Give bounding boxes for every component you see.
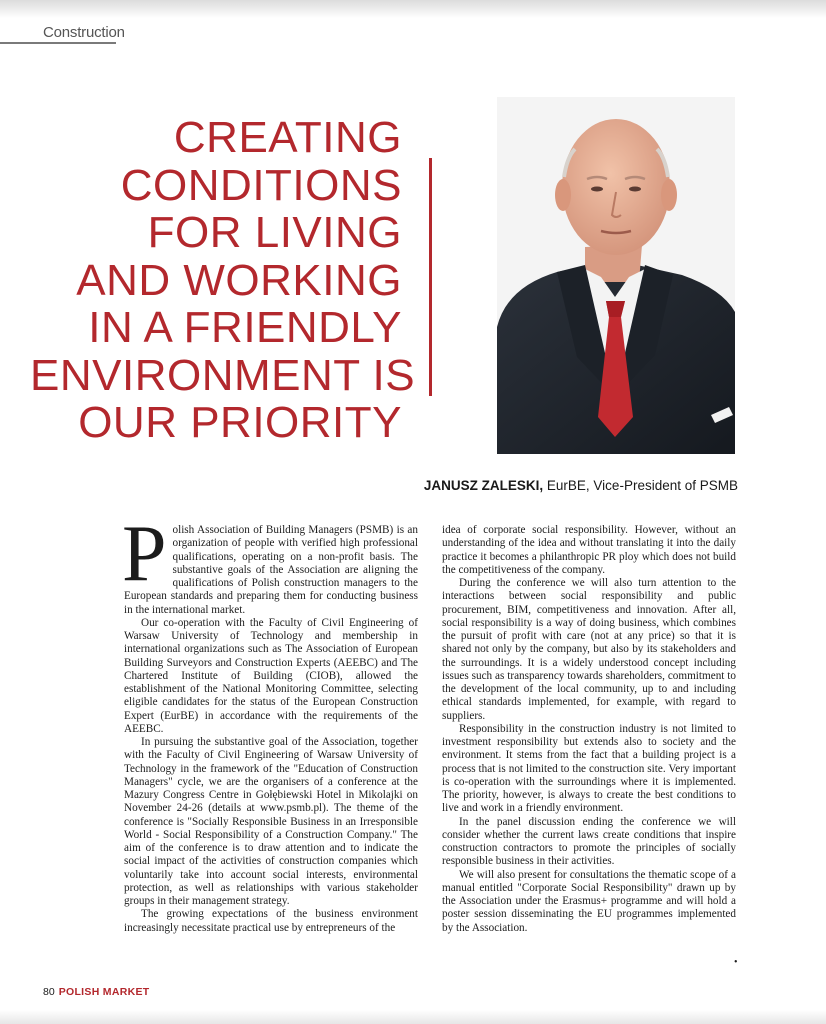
article-paragraph: In the panel discussion ending the conference we will consider whether the current laws create conditions that inspire construction contractors to promote the principles of socially responsible business in their activities. [442, 815, 736, 868]
scan-shadow-bottom [0, 1010, 826, 1024]
headline-line: CONDITIONS [120, 160, 402, 210]
end-mark: • [734, 957, 738, 968]
article-paragraph: Our co-operation with the Faculty of Civil Engineering of Warsaw University of Technology and membership in international organizations such as The Association of European Building Surveyors and Construction Experts (AEEBC) and The Chartered Institute of Building (CIOB), allowed the establishment of the National Monitoring Committee, selecting eligible candidates for the status of the European Construction Expert (EurBE) in accordance with the requirements of the AEEBC. [124, 616, 418, 735]
author-title: EurBE, Vice-President of PSMB [543, 478, 738, 493]
scan-shadow-top [0, 0, 826, 18]
article-paragraph: The growing expectations of the business environment increasingly necessitate practical use by entrepreneurs of the [124, 908, 418, 934]
page-number: 80 [43, 986, 55, 998]
paragraph-text: olish Association of Building Managers (PSMB) is an organization of people with verified high professional qualifications, operating on a non-profit basis. The substantive goals of the Association are aligning the qualifications of Polish construction managers to the European standards and preparing them for conducting business in the international market. [124, 524, 418, 616]
section-label: Construction [43, 24, 125, 41]
headline-line: AND WORKING [76, 255, 402, 305]
headline [30, 113, 416, 447]
headline-line: ENVIRONMENT IS [30, 350, 416, 400]
article-paragraph: In pursuing the substantive goal of the Association, together with the Faculty of Civil Engineering of Warsaw University of Technology in the framework of the "Education of Construction Managers" cycle, we are the organisers of a conference at the Mazury Congress Centre in Gołębiewski Hotel in Mikolajki on November 24-26 (details at www.psmb.pl). The theme of the conference is "Socially Responsible Business in an Irresponsible World - Social Responsibility of a Construction Company." The aim of the conference is to draw attention and to indicate the social impact of the activities of construction companies which voluntarily take into account social interests, environmental protection, as well as relationships with various stakeholder groups in their management strategy. [124, 736, 418, 907]
magazine-name: POLISH MARKET [58, 986, 150, 998]
headline-line: IN A FRIENDLY [88, 303, 402, 352]
section-rule [0, 42, 116, 44]
article-paragraph: During the conference we will also turn attention to the interactions between social responsibility and public procurement, BIM, competitiveness and innovation. After all, social responsibility is a way of doing business, which combines the pursuit of profit with care (not at any price) so that it is shared not only by the company, but also by its stakeholders and the surroundings. It is a widely understood concept including issues such as transparency towards shareholders, commitment to the development of the local community, up to and including ethical standards implemented, for example, with regard to suppliers. [442, 577, 736, 722]
headline-line: CREATING [173, 113, 402, 162]
headline-line: OUR PRIORITY [78, 398, 402, 447]
article-column-right [442, 524, 736, 935]
portrait-photo [497, 97, 735, 454]
article-paragraph: We will also present for consultations the thematic scope of a manual entitled "Corporate Social Responsibility" drawn up by the Association under the Erasmus+ programme and will hold a poster session disseminating the EU programmes implemented by the Association. [442, 868, 736, 934]
author-name: JANUSZ ZALESKI, [423, 478, 544, 493]
drop-cap: P [122, 510, 167, 598]
page-footer [43, 986, 150, 998]
article-paragraph: Responsibility in the construction industry is not limited to investment responsibility but extends also to society and the environment. It stems from the fact that a building project is a process that is not limited to the construction site. Very important is co-operation with the surroundings where it is implemented. The priority, however, is always to create the best conditions to live and work in a friendly environment. [442, 722, 736, 815]
article-column-left [122, 510, 418, 935]
article-paragraph [122, 510, 418, 617]
byline [424, 478, 738, 493]
headline-accent-bar [429, 158, 432, 396]
article-paragraph: idea of corporate social responsibility. However, without an understanding of the idea and without translating it into the daily practice it becomes a philanthropic PR ploy which does not build the competitiveness of the company. [442, 524, 736, 576]
headline-line: FOR LIVING [147, 208, 402, 257]
